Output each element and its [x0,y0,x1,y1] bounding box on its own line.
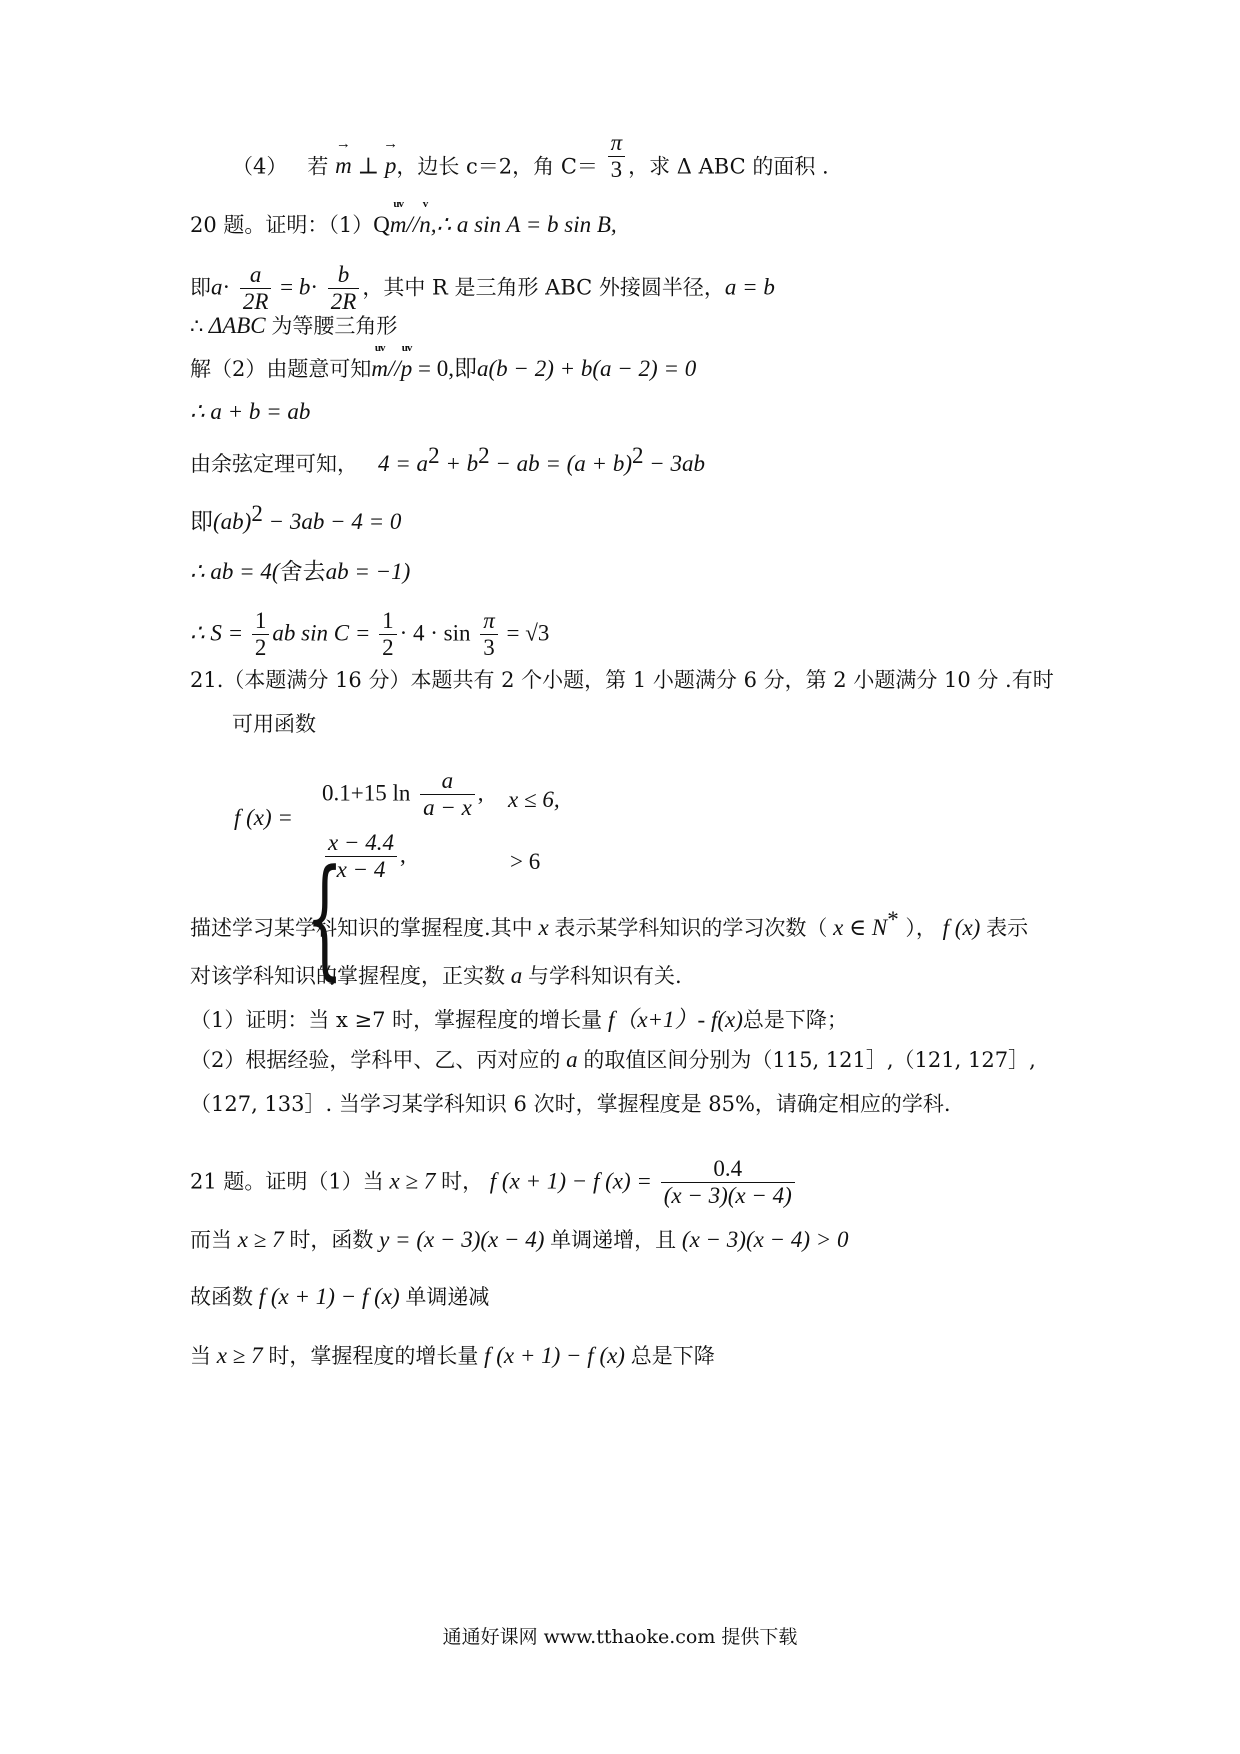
math: a [211,274,223,300]
sol21-line1 [190,1156,798,1210]
text: 与学科知识有关. [528,964,682,988]
math: x [532,915,555,940]
text: 的取值区间分别为（115, 121］,（121, 127］, [583,1048,1036,1072]
fraction-1-2 [379,608,397,662]
text: 即 [454,356,478,381]
math: x ≥ 7 [232,1227,290,1252]
text: 总是下降； [742,1008,848,1032]
sol20-line7 [190,502,401,533]
vector-n: n [419,212,431,237]
sol20-line4 [190,342,697,381]
math: (x − 3)(x − 4) > 0 [676,1227,849,1252]
text: ，其中 R 是三角形 ABC 外接圆半径， [362,275,725,300]
math: − 3ab [643,451,706,476]
denominator: 2 [254,635,267,661]
math: − 3ab − 4 = 0 [262,509,402,534]
text: 总是下降 [630,1344,715,1368]
math: x ≥ 7 [383,1168,442,1194]
text: 故函数 [190,1285,253,1309]
sol20-line5: ∴ a + b = ab [190,399,311,424]
exponent: 2 [631,443,644,468]
sol21-line2 [190,1228,849,1251]
text: 时，掌握程度的增长量 [268,1344,479,1368]
text: 表示 [986,916,1029,940]
text: ∴ [190,314,204,338]
denominator: 3 [483,635,495,661]
math: = √3 [500,620,550,646]
text: 表示某学科知识的学习次数（ [554,916,828,940]
vector-m: m [389,212,407,237]
text: 时，函数 [289,1228,374,1252]
numerator: π [480,608,498,635]
math: 4 = a [378,451,429,476]
page-footer: 通通好课网 www.tthaoke.com 提供下载 [442,1626,798,1648]
math: ab sin C = [272,620,377,646]
q21-line1: 21.（本题满分 16 分）本题共有 2 个小题，第 1 小题满分 6 分，第 2 小题满分 10 分 .有时 [190,668,1054,692]
denominator: (x − 3)(x − 4) [663,1183,792,1209]
math: · 4 · sin [399,620,471,646]
text: 即 [190,509,213,534]
math: ,∴ a sin A = b sin B, [430,212,617,237]
exponent: 2 [478,443,490,468]
fraction-0.4 [661,1156,795,1210]
math: · [310,274,319,300]
text: 若 [307,154,329,179]
text: 单调递增，且 [550,1228,677,1252]
numerator: 1 [379,608,397,635]
text: Q [373,212,390,237]
sol20-line6 [190,444,705,475]
math: f (x + 1) − f (x) [253,1284,406,1309]
sol20-line2 [190,262,775,316]
text: 时， [441,1169,484,1194]
sol20-line9 [190,608,549,662]
parallel-symbol: // [406,212,420,237]
vector-accent: v [422,198,428,210]
math: = [274,274,299,300]
text: 描述学习某学科知识的掌握程度.其中 [190,916,533,940]
math: a [505,963,528,988]
math: y = (x − 3)(x − 4) [373,1227,551,1252]
text: ，求 Δ ABC 的面积 . [628,154,829,179]
q21-line2: 可用函数 [232,712,316,736]
vector-m: → m [335,154,352,177]
math: ab = −1) [325,559,411,584]
math: − ab = (a + b) [489,451,632,476]
math: ∴ ab = 4( [190,559,280,584]
math: f（x+1）- f(x) [602,1007,743,1032]
part-label: （4） [232,154,288,179]
math: (ab) [213,509,252,534]
q21-line3 [190,908,1028,939]
math: ΔABC [203,313,272,338]
math: + b [439,451,479,476]
math: f (x + 1) − f (x) [478,1343,631,1368]
sol21-line4 [190,1344,715,1367]
q19-part4 [232,130,829,184]
math: = 0, [412,356,455,381]
q21-line4 [190,964,682,987]
math: a(b − 2) + b(a − 2) = 0 [477,356,697,381]
math: b [298,274,311,300]
q21-line5 [190,1008,848,1031]
piecewise-cond2: > 6 [510,849,541,874]
numerator: x − 4.4 [325,830,397,857]
math: x ∈ N [827,915,888,940]
sol20-line1 [190,198,617,237]
text: 单调递减 [405,1285,490,1309]
math: a [560,1047,584,1072]
vector-accent: uv [393,198,404,210]
text: 为等腰三角形 [271,314,398,338]
vector-p: p [400,356,413,381]
vector-accent: uv [401,342,412,354]
fraction-b-2R [328,262,360,316]
numerator: a [420,768,475,795]
numerator: a [240,262,272,289]
denominator: 2 [382,635,394,661]
piecewise-lhs: f (x) = [234,805,293,830]
fraction-1-2 [252,608,270,662]
math: f (x) [936,915,987,940]
exponent: * [887,907,899,932]
denominator: x − 4 [336,857,386,883]
math: x ≥ 7 [211,1343,269,1368]
text: ）， [898,916,937,940]
numerator: b [328,262,360,289]
piecewise-case1 [322,768,484,822]
math: 0.1+15 ln [322,780,411,806]
q21-line7: （127, 133］. 当学习某学科知识 6 次时，掌握程度是 85%，请确定相应的学科. [190,1092,951,1116]
fraction-pi-3 [480,608,498,662]
text: 21 题。证明（1）当 [190,1169,384,1194]
math: , [477,780,484,806]
text: 对该学科知识的掌握程度，正实数 [190,964,505,988]
math: · [222,274,231,300]
fraction-pi-3 [608,130,626,184]
text: 即 [190,275,211,300]
fraction-a-a-minus-x [420,768,475,822]
fraction-x-4.4 [325,830,397,884]
q21-line6 [190,1048,1036,1071]
text: 当 [190,1344,211,1368]
piecewise-brace: { [306,841,344,993]
numerator: 0.4 [661,1156,795,1183]
math: f (x + 1) − f (x) = [489,1168,658,1194]
perp-symbol: ⊥ [351,153,385,179]
exponent: 2 [428,443,440,468]
text: 舍去 [279,559,326,584]
math: ∴ S = [190,620,249,646]
text: 由余弦定理可知， [190,452,358,476]
vector-m: m [371,356,388,381]
denominator: a − x [423,795,472,821]
piecewise-case2 [322,830,406,884]
denominator: 2R [242,289,269,315]
vector-p: → p [385,154,397,177]
text: 解（2）由题意可知 [190,357,372,381]
denominator: 3 [610,157,623,183]
text: （1）证明：当 x ≥7 时，掌握程度的增长量 [190,1008,603,1032]
text: 20 题。证明：（1） [190,213,374,237]
numerator: π [608,130,626,157]
sol21-line3 [190,1285,489,1308]
parallel-symbol: // [388,356,401,381]
math: a = b [724,274,775,300]
denominator: 2R [330,289,357,315]
sol20-line3 [190,314,397,337]
piecewise-cond1: x ≤ 6, [508,787,560,812]
sol20-line8 [190,560,410,583]
exponent: 2 [251,501,263,526]
text: ，边长 c＝2，角 C＝ [396,154,598,179]
text: （2）根据经验，学科甲、乙、丙对应的 [190,1048,561,1072]
numerator: 1 [252,608,270,635]
vector-accent: uv [374,342,385,354]
text: 而当 [190,1228,232,1252]
fraction-a-2R [240,262,272,316]
math: , [399,842,406,868]
